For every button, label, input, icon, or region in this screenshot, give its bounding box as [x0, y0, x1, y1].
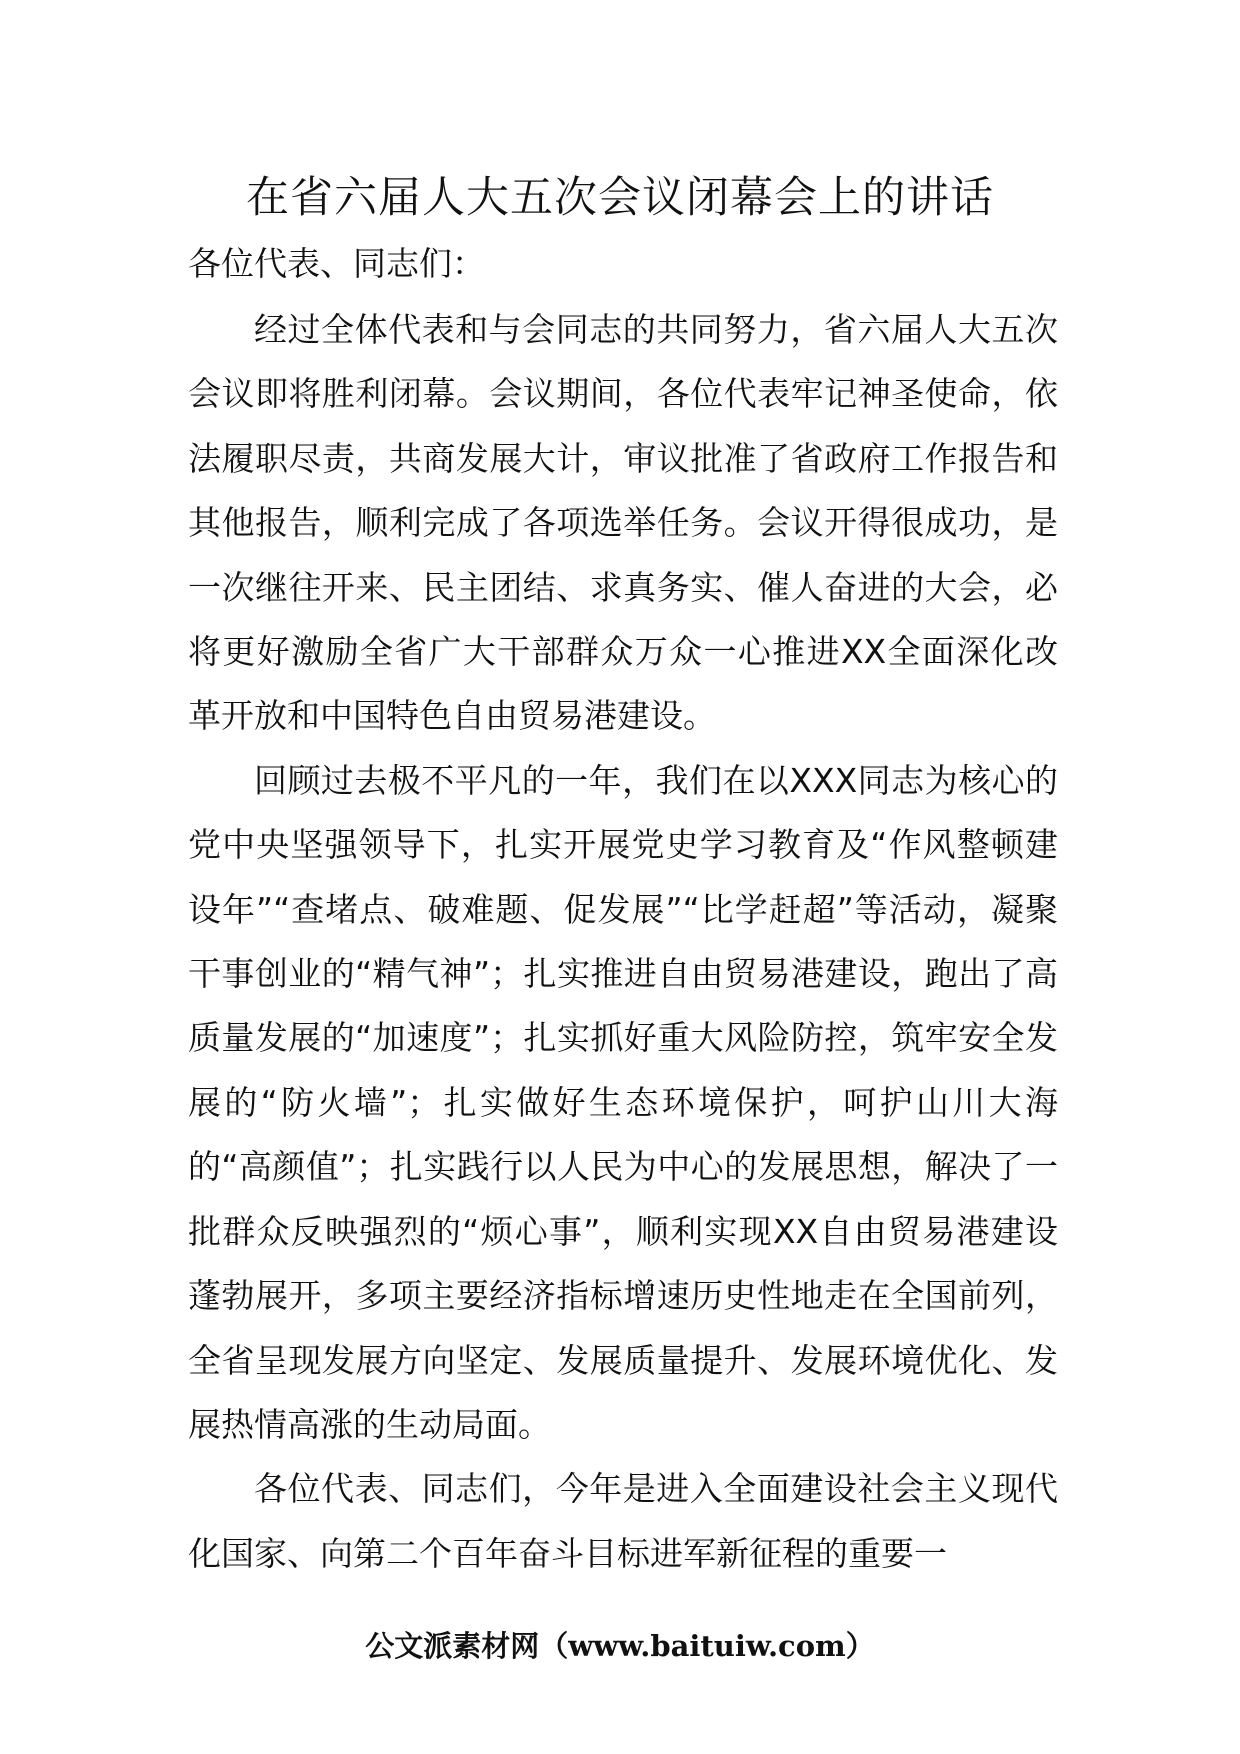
paragraph: 回顾过去极不平凡的一年，我们在以XXX同志为核心的党中央坚强领导下，扎实开展党史学习教育及“作风整顿建设年”“查堵点、破难题、促发展”“比学赶超”等活动，凝聚干事创业的“精气神”；扎实推进自由贸易港建设，跑出了高质量发展的“加速度”；扎实抓好重大风险防控，筑牢安全发展的“防火墙”；扎实做好生态环境保护，呵护山川大海的“高颜值”；扎实践行以人民为中心的发展思想，解决了一批群众反映强烈的“烦心事”，顺利实现XX自由贸易港建设蓬勃展开，多项主要经济指标增速历史性地走在全国前列，全省呈现发展方向坚定、发展质量提升、发展环境优化、发展热情高涨的生动局面。	[188, 760, 1058, 1444]
salutation: 各位代表、同志们：	[188, 244, 485, 283]
paragraph: 各位代表、同志们，今年是进入全面建设社会主义现代化国家、向第二个百年奋斗目标进军新征程的重要一	[188, 1469, 1058, 1573]
footer-watermark: 公文派素材网（www.baituiw.com）	[365, 1629, 875, 1663]
document-title: 在省六届人大五次会议闭幕会上的讲话	[246, 173, 994, 223]
paragraph: 经过全体代表和与会同志的共同努力，省六届人大五次会议即将胜利闭幕。会议期间，各位代表牢记神圣使命，依法履职尽责，共商发展大计，审议批准了省政府工作报告和其他报告，顺利完成了各项选举任务。会议开得很成功，是一次继往开来、民主团结、求真务实、催人奋进的大会，必将更好激励全省广大干部群众万众一心推进XX全面深化改革开放和中国特色自由贸易港建设。	[188, 310, 1058, 736]
document-body	[188, 298, 1058, 1586]
